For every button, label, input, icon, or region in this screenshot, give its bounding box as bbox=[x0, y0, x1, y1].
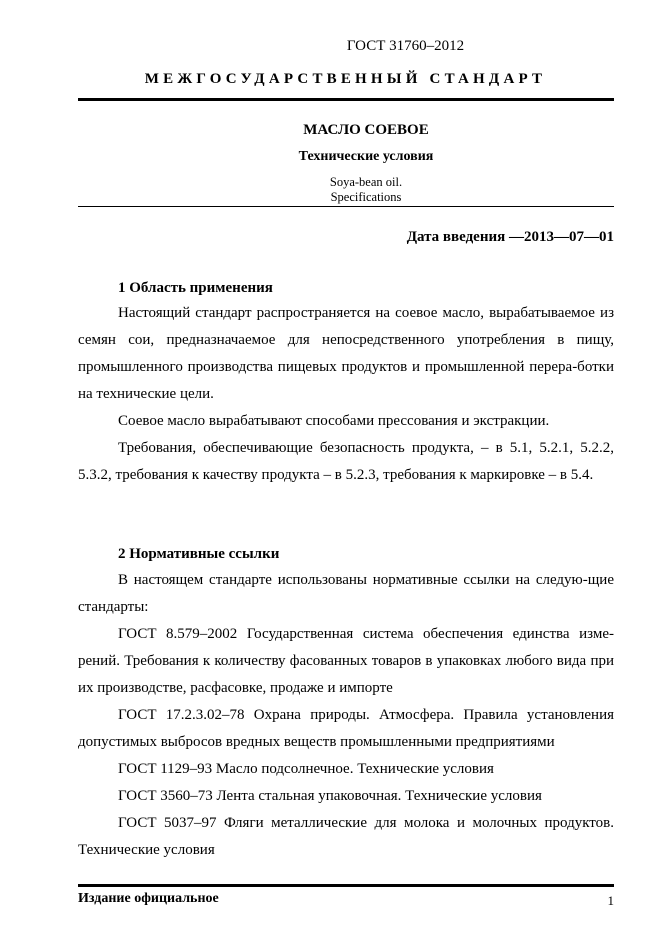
reference-item: ГОСТ 17.2.3.02–78 Охрана природы. Атмосфера. Правила установления допустимых выбросов вредных веществ промышленными предприятиями bbox=[78, 707, 614, 751]
section-1-paragraph: Соевое масло вырабатывают способами прессования и экстракции. bbox=[118, 413, 550, 429]
reference-item: ГОСТ 8.579–2002 Государственная система обеспечения единства изме-рений. Требования к количеству фасованных товаров в упаковках любого вида при их производстве, расфасовке, продаже и импорте bbox=[78, 626, 614, 697]
section-1-heading: 1 Область применения bbox=[118, 280, 273, 296]
footer-divider bbox=[78, 884, 614, 887]
standard-type-title: МЕЖГОСУДАРСТВЕННЫЙ СТАНДАРТ bbox=[144, 71, 547, 87]
section-1-paragraph: Настоящий стандарт распространяется на соевое масло, вырабатываемое из семян сои, предназначаемое для непосредственного употребления в пищу, промышленного производства пищевых продуктов и промышленной перера-ботки на технические цели. bbox=[78, 305, 614, 403]
document-code: ГОСТ 31760–2012 bbox=[346, 38, 465, 54]
section-2-heading: 2 Нормативные ссылки bbox=[118, 546, 280, 562]
introduction-date: Дата введения —2013—07—01 bbox=[406, 229, 614, 245]
product-title: МАСЛО СОЕВОЕ bbox=[303, 122, 429, 138]
official-edition-label: Издание официальное bbox=[78, 891, 219, 906]
english-title-line-1: Soya-bean oil. bbox=[329, 175, 403, 189]
english-title-line-2: Specifications bbox=[330, 190, 402, 204]
product-subtitle: Технические условия bbox=[298, 149, 434, 164]
section-1-paragraph: Требования, обеспечивающие безопасность продукта, – в 5.1, 5.2.1, 5.2.2, 5.3.2, требования к качеству продукта – в 5.2.3, требования к маркировке – в 5.4. bbox=[78, 440, 614, 484]
header-divider bbox=[78, 98, 614, 101]
reference-item: ГОСТ 1129–93 Масло подсолнечное. Технические условия bbox=[118, 761, 494, 777]
title-divider bbox=[78, 206, 614, 207]
reference-item: ГОСТ 3560–73 Лента стальная упаковочная. Технические условия bbox=[118, 788, 542, 804]
section-2-paragraph: В настоящем стандарте использованы нормативные ссылки на следую-щие стандарты: bbox=[78, 572, 614, 616]
page-number: 1 bbox=[607, 893, 614, 908]
reference-item: ГОСТ 5037–97 Фляги металлические для молока и молочных продуктов. Технические условия bbox=[78, 815, 614, 859]
